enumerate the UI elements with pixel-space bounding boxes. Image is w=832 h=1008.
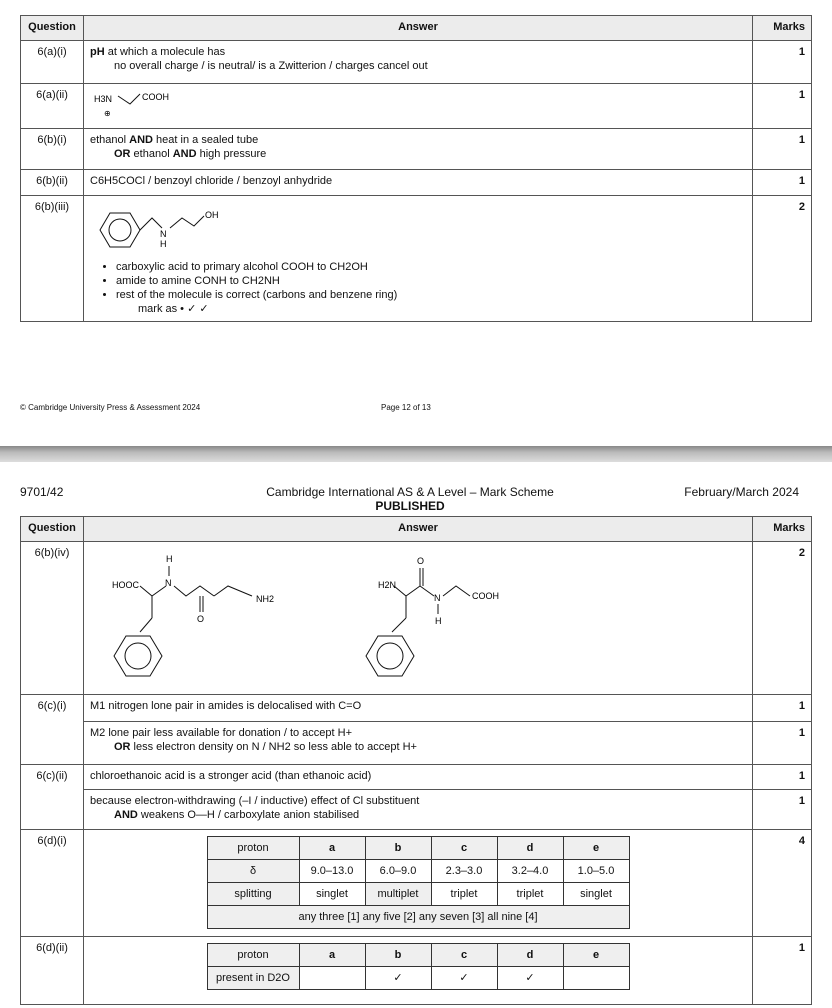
cell: 1.0–5.0 — [563, 860, 629, 883]
answer: because electron-withdrawing (–I / inductive) effect of Cl substituent AND weakens O—H / carboxylate anion stabilised — [84, 790, 753, 830]
header-question: Question — [21, 517, 84, 542]
table-row — [21, 196, 812, 322]
marking-note: any three [1] any five [2] any seven [3] all nine [4] — [207, 906, 629, 929]
cell: e — [563, 837, 629, 860]
svg-text:O: O — [417, 556, 425, 566]
svg-text:N: N — [165, 578, 172, 588]
dipeptide-structures — [90, 546, 650, 686]
glycine-zwitterion-structure — [90, 88, 210, 120]
cell — [563, 967, 629, 990]
table-row — [21, 722, 812, 765]
answer-structure — [84, 84, 753, 129]
cell: 2.3–3.0 — [431, 860, 497, 883]
cell: multiplet — [365, 883, 431, 906]
svg-text:N: N — [434, 593, 441, 603]
question-number: 6(b)(iii) — [21, 196, 84, 322]
cell: a — [299, 944, 365, 967]
document-title: Cambridge International AS & A Level – Mark Scheme — [266, 485, 554, 499]
marks: 1 — [753, 84, 812, 129]
cell: δ — [207, 860, 299, 883]
cell: c — [431, 837, 497, 860]
table-row — [21, 129, 812, 170]
cell: singlet — [299, 883, 365, 906]
svg-text:HOOC: HOOC — [112, 580, 139, 590]
table-row — [21, 830, 812, 937]
question-number: 6(c)(i) — [21, 695, 84, 765]
cell: b — [365, 837, 431, 860]
page-13 — [0, 462, 832, 1008]
marks: 1 — [753, 170, 812, 196]
answer — [84, 830, 753, 937]
copyright-footer: © Cambridge University Press & Assessment 2024 — [20, 403, 201, 412]
cell: 9.0–13.0 — [299, 860, 365, 883]
table-row — [21, 765, 812, 790]
svg-text:H2N: H2N — [378, 580, 397, 590]
svg-text:N: N — [160, 229, 167, 239]
header-marks: Marks — [753, 517, 812, 542]
svg-text:O: O — [197, 614, 205, 624]
answer: C6H5COCl / benzoyl chloride / benzoyl anhydride — [84, 170, 753, 196]
check-icon: ✓ — [365, 967, 431, 990]
exam-session: February/March 2024 — [684, 485, 799, 499]
table-row — [21, 84, 812, 129]
svg-text:COOH: COOH — [142, 92, 169, 102]
bullet-list: • carboxylic acid to primary alcohol COOH to CH2OH • amide to amine CONH to CH2NH • rest of the molecule is correct (carbons and benzene ring) — [90, 260, 746, 302]
mark-as-note: mark as • ✓ ✓ — [138, 303, 209, 315]
cell: 3.2–4.0 — [497, 860, 563, 883]
check-icon: ✓ — [431, 967, 497, 990]
table-row — [21, 542, 812, 695]
question-number: 6(b)(ii) — [21, 170, 84, 196]
cell: d — [497, 944, 563, 967]
answer: ethanol AND heat in a sealed tube OR ethanol AND high pressure — [84, 129, 753, 170]
check-icon: ✓ — [497, 967, 563, 990]
cell: triplet — [431, 883, 497, 906]
svg-text:COOH: COOH — [472, 591, 499, 601]
table-row — [21, 41, 812, 84]
svg-text:NH2: NH2 — [256, 594, 275, 604]
cell: singlet — [563, 883, 629, 906]
cell: b — [365, 944, 431, 967]
mark-scheme-table-1 — [20, 15, 812, 322]
cell: triplet — [497, 883, 563, 906]
answer — [84, 937, 753, 1005]
header-question: Question — [21, 16, 84, 41]
cell: present in D2O — [207, 967, 299, 990]
cell: proton — [207, 837, 299, 860]
marks: 1 — [753, 722, 812, 765]
question-number: 6(a)(ii) — [21, 84, 84, 129]
answer: M1 nitrogen lone pair in amides is delocalised with C=O — [84, 695, 753, 722]
cell: d — [497, 837, 563, 860]
svg-text:⊕: ⊕ — [104, 109, 111, 118]
nmr-table — [207, 836, 630, 929]
cell — [299, 967, 365, 990]
svg-text:H: H — [435, 616, 442, 626]
header-marks: Marks — [753, 16, 812, 41]
question-number: 6(c)(ii) — [21, 765, 84, 830]
paper-code: 9701/42 — [20, 485, 64, 499]
question-number: 6(d)(i) — [21, 830, 84, 937]
page-12 — [0, 0, 832, 446]
answer — [84, 196, 753, 322]
table-row — [21, 170, 812, 196]
cell: 6.0–9.0 — [365, 860, 431, 883]
svg-text:H3N: H3N — [94, 94, 113, 104]
page-separator — [0, 446, 832, 462]
mark-scheme-table-2 — [20, 516, 812, 1005]
answer: M2 lone pair less available for donation / to accept H+ OR less electron density on N / NH2 so less able to accept H+ — [84, 722, 753, 765]
cell: e — [563, 944, 629, 967]
header-answer: Answer — [84, 517, 753, 542]
marks: 4 — [753, 830, 812, 937]
svg-text:H: H — [166, 554, 173, 564]
marks: 1 — [753, 129, 812, 170]
answer: chloroethanoic acid is a stronger acid (than ethanoic acid) — [84, 765, 753, 790]
marks: 2 — [753, 196, 812, 322]
question-number: 6(a)(i) — [21, 41, 84, 84]
page-number: Page 12 of 13 — [381, 403, 431, 412]
cell: a — [299, 837, 365, 860]
marks: 1 — [753, 695, 812, 722]
d2o-table — [207, 943, 630, 990]
question-number: 6(b)(iv) — [21, 542, 84, 695]
cell: proton — [207, 944, 299, 967]
question-number: 6(d)(ii) — [21, 937, 84, 1005]
marks: 2 — [753, 542, 812, 695]
published-label: PUBLISHED — [375, 499, 445, 513]
amino-alcohol-structure — [90, 200, 250, 252]
answer: pH at which a molecule has no overall charge / is neutral/ is a Zwitterion / charges cancel out — [84, 41, 753, 84]
marks: 1 — [753, 790, 812, 830]
marks: 1 — [753, 41, 812, 84]
table-row — [21, 695, 812, 722]
table-row — [21, 937, 812, 1005]
svg-text:OH: OH — [205, 210, 219, 220]
cell: splitting — [207, 883, 299, 906]
table-row — [21, 790, 812, 830]
answer-structures — [84, 542, 753, 695]
cell: c — [431, 944, 497, 967]
marks: 1 — [753, 937, 812, 1005]
question-number: 6(b)(i) — [21, 129, 84, 170]
marks: 1 — [753, 765, 812, 790]
header-answer: Answer — [84, 16, 753, 41]
svg-text:H: H — [160, 239, 167, 249]
